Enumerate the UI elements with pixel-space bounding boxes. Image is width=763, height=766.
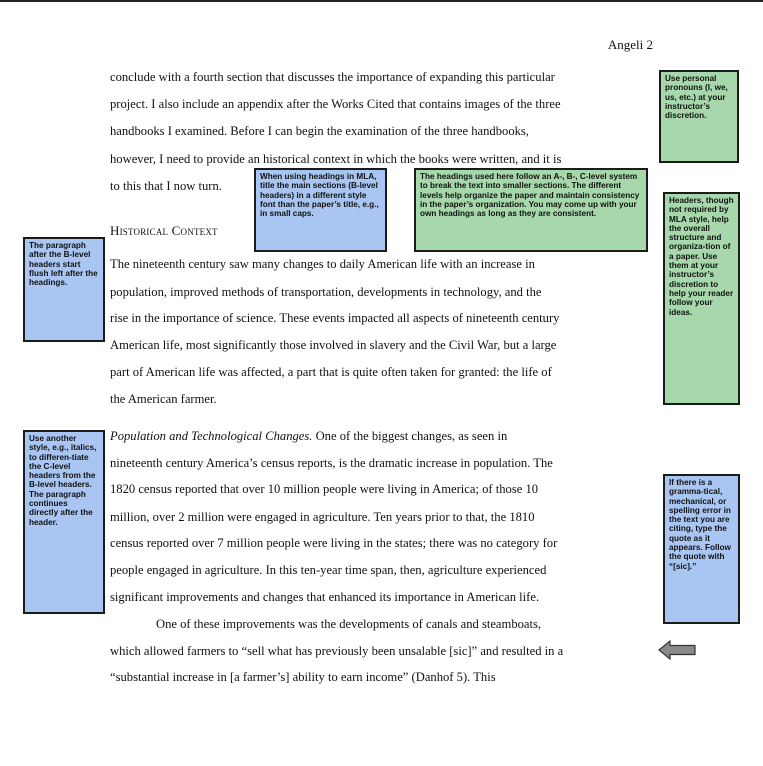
para1-line-1: The nineteenth century saw many changes to daily American life with an increase in bbox=[110, 257, 535, 271]
note-heading-levels: The headings used here follow an A-, B-, C-level system to break the text into smaller sections. The different levels help organize the paper and maintain consistency in the paper’s organization. You may come up with your own headings as long as they are consistent. bbox=[414, 168, 648, 252]
para3-line-3: “substantial increase in [a farmer’s] ability to earn income” (Danhof 5). This bbox=[110, 670, 496, 684]
subheading: Population and Technological Changes. bbox=[110, 429, 313, 443]
note-personal-pronouns: Use personal pronouns (I, we, us, etc.) at your instructor’s discretion. bbox=[659, 70, 739, 163]
para2-line-7: significant improvements and changes that enhanced its importance in American life. bbox=[110, 590, 540, 604]
para1-line-6: the American farmer. bbox=[110, 392, 217, 406]
para2-line-1 bbox=[110, 428, 507, 444]
note-headers-optional: Headers, though not required by MLA style, help the overall structure and organiza-tion of a paper. Use them at your instructor’s discretion to help your reader follow your ideas. bbox=[663, 192, 740, 405]
section-heading: Historical Context bbox=[110, 223, 218, 238]
para1-line-3: rise in the importance of science. These events impacted all aspects of nineteenth century bbox=[110, 311, 560, 325]
para1-line-4: American life, most significantly those involved in slavery and the Civil War, but a large bbox=[110, 338, 557, 352]
intro-line-4: however, I need to provide an historical context in which the books were written, and it is bbox=[110, 152, 562, 166]
para2-line-2: nineteenth century America’s census reports, is the dramatic increase in population. The bbox=[110, 456, 553, 470]
para3-line-2: which allowed farmers to “sell what has previously been unsalable [sic]” and resulted in a bbox=[110, 644, 564, 658]
note-paragraph-flush: The paragraph after the B-level headers start flush left after the headings. bbox=[23, 237, 105, 342]
para2-line-4: million, over 2 million were engaged in agriculture. Ten years prior to that, the 1810 bbox=[110, 510, 535, 524]
note-sic: If there is a gramma-tical, mechanical, or spelling error in the text you are citing, type the quote as it appears. Follow the quote with “[sic].” bbox=[663, 474, 740, 624]
arrow-left-icon bbox=[658, 640, 696, 660]
para2-line-6: people engaged in agriculture. In this ten-year time span, then, agriculture experienced bbox=[110, 563, 547, 577]
para2-first-rest: One of the biggest changes, as seen in bbox=[312, 429, 508, 443]
intro-line-5: to this that I now turn. bbox=[110, 179, 222, 193]
para3-line-1: One of these improvements was the developments of canals and steamboats, bbox=[156, 617, 542, 631]
para2-line-3: 1820 census reported that over 10 million people were living in America; of those 10 bbox=[110, 482, 539, 496]
intro-line-2: project. I also include an appendix after the Works Cited that contains images of the three bbox=[110, 97, 561, 111]
intro-line-1: conclude with a fourth section that discusses the importance of expanding this particular bbox=[110, 70, 555, 84]
note-c-level: Use another style, e.g., italics, to differen-tiate the C-level headers from the B-level headers. The paragraph continues directly after the header. bbox=[23, 430, 105, 614]
note-headings-mla: When using headings in MLA, title the main sections (B-level headers) in a different style font than the paper’s title, e.g., in small caps. bbox=[254, 168, 387, 252]
running-header: Angeli 2 bbox=[607, 37, 653, 52]
para1-line-5: part of American life was affected, a part that is quite often taken for granted: the life of bbox=[110, 365, 552, 379]
top-rule bbox=[0, 0, 763, 2]
intro-line-3: handbooks I examined. Before I can begin the examination of the three handbooks, bbox=[110, 124, 529, 138]
para1-line-2: population, improved methods of transportation, developments in technology, and the bbox=[110, 285, 542, 299]
para2-line-5: census reported over 7 million people were living in the states; there was no category for bbox=[110, 536, 558, 550]
